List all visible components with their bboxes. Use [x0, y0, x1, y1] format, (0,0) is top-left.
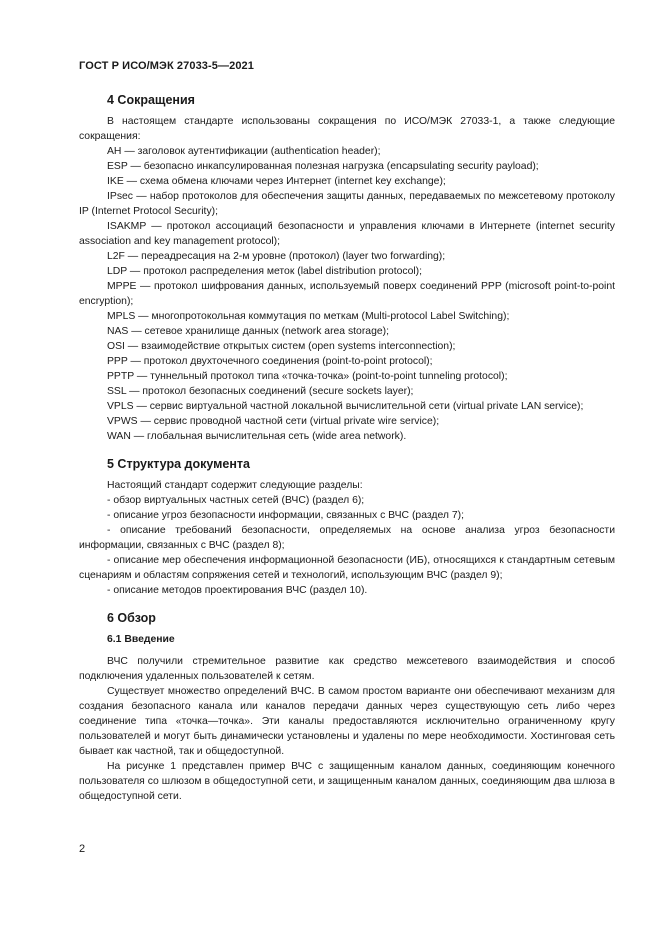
abbreviation-item: MPLS — многопротокольная коммутация по меткам (Multi-protocol Label Switching);: [107, 311, 510, 322]
abbreviation-item: LDP — протокол распределения меток (label distribution protocol);: [107, 266, 423, 277]
structure-item: - описание методов проектирования ВЧС (раздел 10).: [107, 585, 368, 596]
structure-item: - описание требований безопасности, определяемых на основе анализа угроз безопасности информации, связанных с ВЧС (раздел 8);: [79, 525, 615, 551]
section-4-title: 4 Сокращения: [107, 93, 195, 107]
section-6-title: 6 Обзор: [107, 611, 156, 625]
abbreviation-item: IPsec — набор протоколов для обеспечения защиты данных, передаваемых по межсетевому протоколу IP (Internet Protocol Security);: [79, 191, 615, 217]
abbreviation-list: [79, 144, 615, 444]
abbreviation-item: PPTP — туннельный протокол типа «точка-точка» (point-to-point tunneling protocol);: [107, 371, 508, 382]
abbreviation-item: PPP — протокол двухточечного соединения (point-to-point protocol);: [107, 356, 433, 367]
abbreviation-item: IKE — схема обмена ключами через Интернет (internet key exchange);: [107, 176, 446, 187]
body-paragraph: На рисунке 1 представлен пример ВЧС с защищенным каналом данных, соединяющим конечного пользователя со шлюзом в общедоступной сети, и защищенным каналом данных, соединяющим два шлюза в общедоступной сети.: [79, 761, 615, 802]
structure-item: - описание угроз безопасности информации, связанных с ВЧС (раздел 7);: [107, 510, 464, 521]
abbreviation-item: VPWS — сервис проводной частной сети (virtual private wire service);: [107, 416, 440, 427]
section-4-intro: В настоящем стандарте использованы сокращения по ИСО/МЭК 27033-1, а также следующие сокращения:: [79, 116, 615, 142]
abbreviation-item: WAN — глобальная вычислительная сеть (wide area network).: [107, 431, 407, 442]
abbreviation-item: АН — заголовок аутентификации (authentication header);: [107, 146, 381, 157]
abbreviation-item: NAS — сетевое хранилище данных (network area storage);: [107, 326, 389, 337]
section-5-intro: Настоящий стандарт содержит следующие разделы:: [107, 480, 363, 491]
abbreviation-item: ISAKMP — протокол ассоциаций безопасности и управления ключами в Интернете (internet security association and key management protocol);: [79, 221, 615, 247]
abbreviation-item: MPPE — протокол шифрования данных, используемый поверх соединений PPP (microsoft point-to-point encryption);: [79, 281, 615, 307]
section-5-title: 5 Структура документа: [107, 457, 250, 471]
abbreviation-item: L2F — переадресация на 2-м уровне (протокол) (layer two forwarding);: [107, 251, 446, 262]
document-structure-list: [79, 493, 615, 598]
body-paragraph: Существует множество определений ВЧС. В самом простом варианте они обеспечивают механизм для создания безопасного канала или каналов передачи данных через существующую сеть либо через соединение типа «точка—точка». Эти каналы предоставляются исключительно ограниченному кругу пользователей и могут быть динамически установлены и удалены по мере необходимости. Хостинговая сеть бывает как частной, так и общедоступной.: [79, 686, 615, 757]
page-content: [79, 92, 615, 804]
abbreviation-item: OSI — взаимодействие открытых систем (open systems interconnection);: [107, 341, 456, 352]
abbreviation-item: VPLS — сервис виртуальной частной локальной вычислительной сети (virtual private LAN service);: [107, 401, 584, 412]
subsection-6-1-title: 6.1 Введение: [107, 634, 175, 645]
body-paragraph: ВЧС получили стремительное развитие как средство межсетевого взаимодействия и способ подключения удаленных пользователей к сетям.: [79, 656, 615, 682]
abbreviation-item: ESP — безопасно инкапсулированная полезная нагрузка (encapsulating security payload);: [107, 161, 539, 172]
page-number: 2: [79, 843, 86, 855]
structure-item: - обзор виртуальных частных сетей (ВЧС) (раздел 6);: [107, 495, 365, 506]
structure-item: - описание мер обеспечения информационной безопасности (ИБ), относящихся к стандартным сетевым сценариям и областям сопряжения сетей и технологий, использующим ВЧС (раздел 9);: [79, 555, 615, 581]
abbreviation-item: SSL — протокол безопасных соединений (secure sockets layer);: [107, 386, 414, 397]
standard-header: ГОСТ Р ИСО/МЭК 27033-5—2021: [79, 60, 254, 72]
